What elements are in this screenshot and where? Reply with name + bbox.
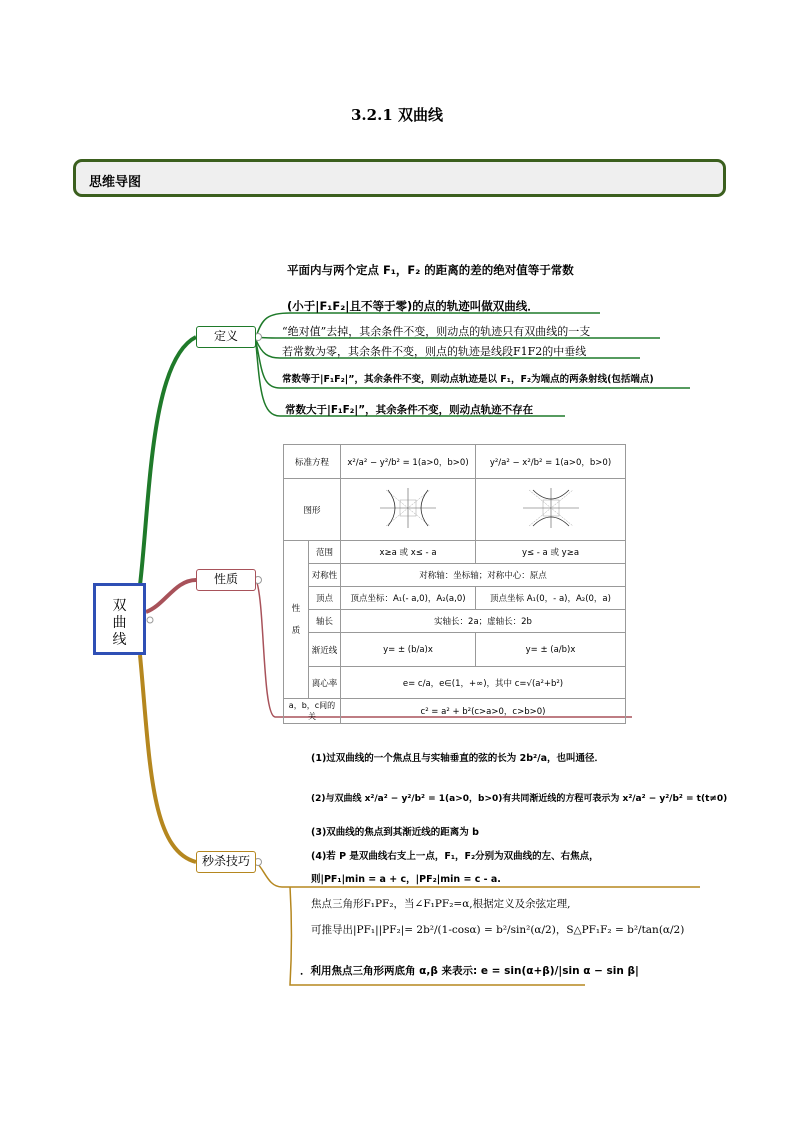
std-eq-1: x²/a² − y²/b² = 1(a>0，b>0)	[341, 445, 476, 479]
row-range-label: 范围	[309, 541, 341, 564]
row-asymptote-c1: y= ± (b/a)x	[341, 633, 476, 667]
graph-label: 图形	[284, 479, 341, 541]
root-label: 双曲线	[112, 598, 127, 648]
definition-line-5: 常数等于|F₁F₂|”，其余条件不变，则动点轨迹是以 F₁，F₂为端点的两条射线(包括端点)	[282, 374, 654, 385]
std-eq-label: 标准方程	[284, 445, 341, 479]
root-node	[93, 583, 146, 655]
banner-label: 思维导图	[89, 175, 142, 190]
row-asymptote-label: 渐近线	[309, 633, 341, 667]
prop-label: 性质	[284, 541, 309, 699]
tricks-label: 秒杀技巧	[201, 854, 250, 868]
row-range-c1: x≥a 或 x≤ - a	[341, 541, 476, 564]
trick-line-6: 焦点三角形F₁PF₂，当∠F₁PF₂=α,根据定义及余弦定理,	[311, 898, 571, 910]
row-symmetry-value: 对称轴：坐标轴；对称中心：原点	[341, 564, 626, 587]
row-asymptote-c2: y= ± (a/b)x	[476, 633, 626, 667]
hyperbola-x-graph	[378, 486, 438, 530]
definition-line-2: (小于|F₁F₂|且不等于零)的点的轨迹叫做双曲线．	[287, 299, 539, 313]
definition-line-6: 常数大于|F₁F₂|”，其余条件不变，则动点轨迹不存在	[285, 404, 534, 416]
hyperbola-y-graph	[521, 486, 581, 530]
abc-label: a，b，c间的关	[284, 699, 341, 724]
properties-node	[196, 569, 256, 591]
row-ecc-value: e= c/a，e∈(1，+∞)，其中 c=√(a²+b²)	[341, 667, 626, 699]
properties-table	[283, 444, 626, 724]
graph-2	[476, 479, 626, 541]
row-range-c2: y≤ - a 或 y≥a	[476, 541, 626, 564]
trick-line-7: 可推导出|PF₁||PF₂|= 2b²/(1-cosα) = b²/sin²(α/2)，S△PF₁F₂ = b²/tan(α/2)	[311, 924, 685, 936]
trick-line-5: 则|PF₁|min = a + c，|PF₂|min = c - a.	[311, 874, 501, 885]
definition-line-4: 若常数为零，其余条件不变，则点的轨迹是线段F1F2的中垂线	[282, 345, 587, 358]
row-axis-label: 轴长	[309, 610, 341, 633]
trick-line-3: (3)双曲线的焦点到其渐近线的距离为 b	[311, 827, 479, 838]
page-title: 3.2.1 双曲线	[351, 106, 443, 124]
definition-line-1: 平面内与两个定点 F₁，F₂ 的距离的差的绝对值等于常数	[287, 263, 574, 277]
trick-line-8: ．利用焦点三角形两底角 α,β 来表示: e = sin(α+β)/|sin α − sin β|	[300, 965, 639, 977]
row-vertex-c1: 顶点坐标：A₁(- a,0)，A₂(a,0)	[341, 587, 476, 610]
abc-value: c² = a² + b²(c>a>0，c>b>0)	[341, 699, 626, 724]
trick-line-4: (4)若 P 是双曲线右支上一点，F₁，F₂分别为双曲线的左、右焦点，	[311, 851, 599, 862]
row-symmetry-label: 对称性	[309, 564, 341, 587]
definition-label: 定义	[213, 329, 238, 343]
std-eq-2: y²/a² − x²/b² = 1(a>0，b>0)	[476, 445, 626, 479]
row-axis-value: 实轴长：2a；虚轴长：2b	[341, 610, 626, 633]
row-ecc-label: 离心率	[309, 667, 341, 699]
definition-line-3: “绝对值”去掉，其余条件不变，则动点的轨迹只有双曲线的一支	[282, 325, 591, 338]
trick-line-2: (2)与双曲线 x²/a² − y²/b² = 1(a>0，b>0)有共同渐近线的方程可表示为 x²/a² − y²/b² = t(t≠0)	[311, 794, 728, 804]
trick-line-1: (1)过双曲线的一个焦点且与实轴垂直的弦的长为 2b²/a，也叫通径．	[311, 753, 605, 764]
tricks-node	[196, 851, 256, 873]
row-vertex-label: 顶点	[309, 587, 341, 610]
graph-1	[341, 479, 476, 541]
row-vertex-c2: 顶点坐标 A₁(0，- a)，A₂(0，a)	[476, 587, 626, 610]
definition-node	[196, 326, 256, 348]
properties-label: 性质	[213, 572, 238, 586]
